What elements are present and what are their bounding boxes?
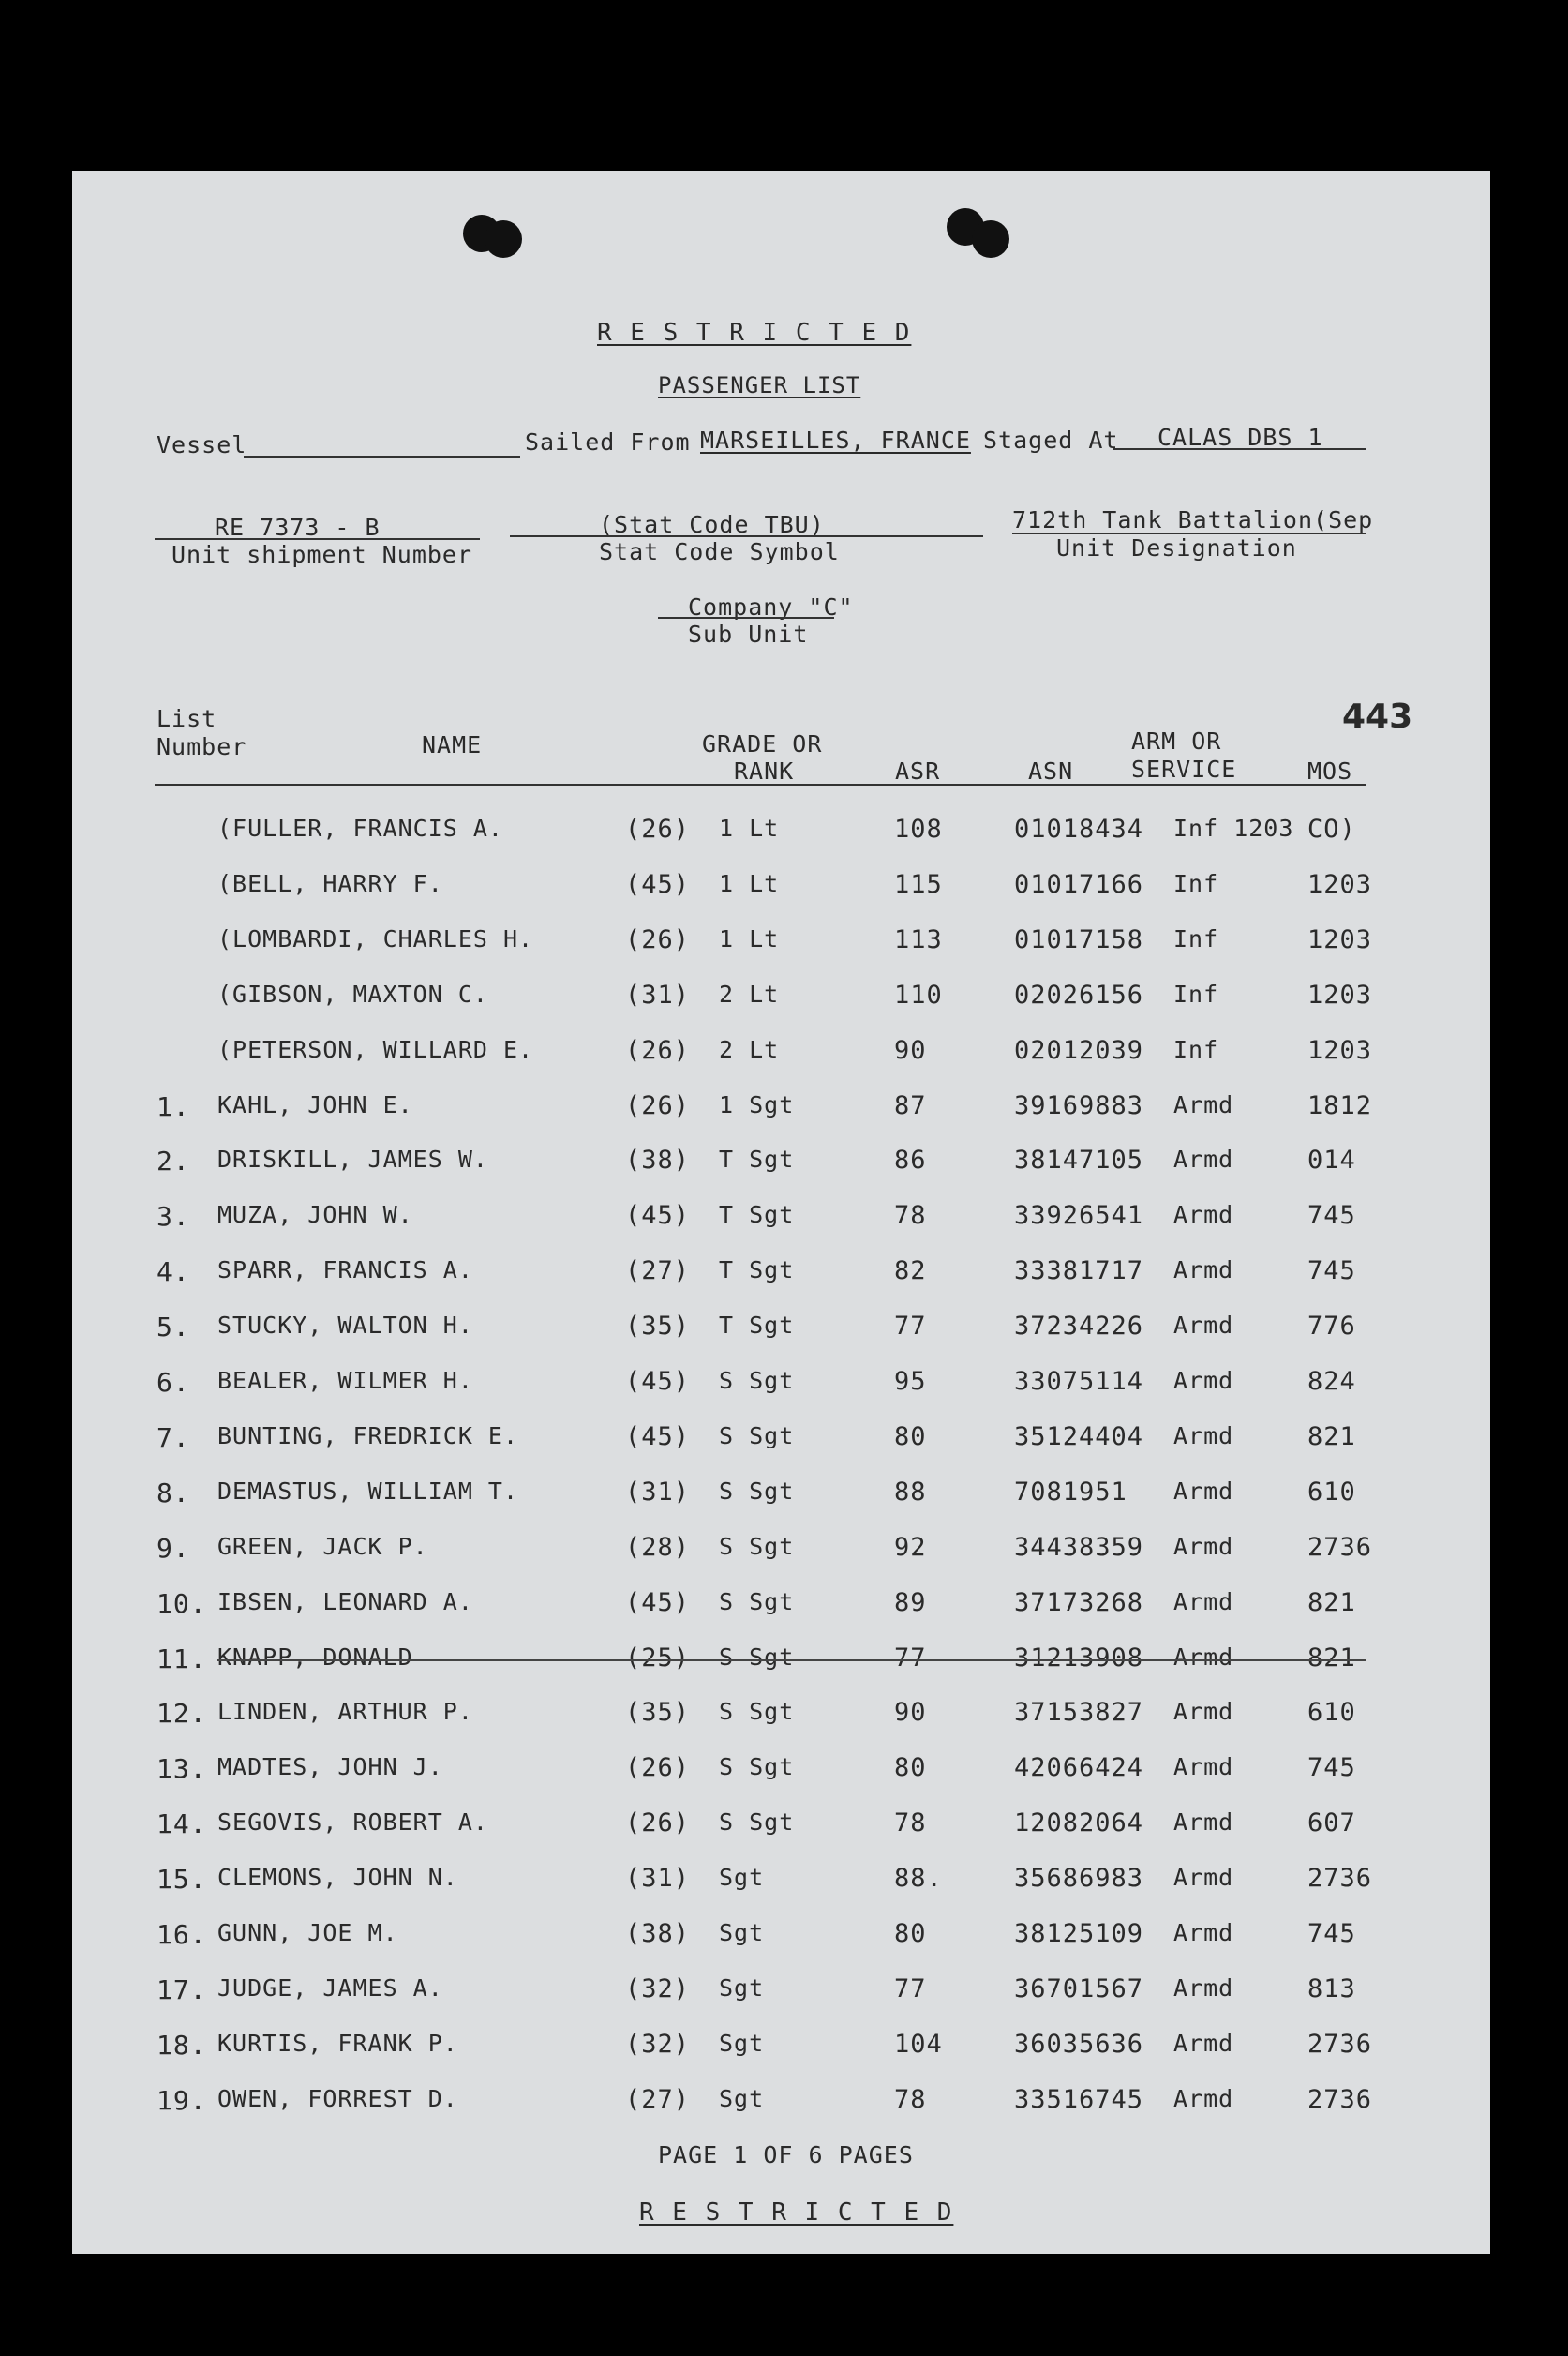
grade-rank: S Sgt [719, 1477, 795, 1505]
arm-service: Armd [1173, 1201, 1234, 1229]
age-code: (26) [625, 815, 691, 844]
grade-rank: 1 Lt [719, 924, 780, 953]
mos-code: 745 [1307, 1753, 1356, 1783]
table-row [72, 1478, 1490, 1524]
age-code: (31) [625, 1864, 691, 1894]
passenger-name: LINDEN, ARTHUR P. [217, 1698, 473, 1726]
asn-number: 36035636 [1014, 2029, 1144, 2059]
mos-code: 745 [1307, 1919, 1356, 1948]
punch-hole-right-b [972, 220, 1009, 258]
asn-number: 01017158 [1014, 924, 1144, 954]
grade-rank: T Sgt [719, 1201, 795, 1229]
passenger-name: KNAPP, DONALD [217, 1643, 413, 1671]
list-number: 1. [157, 1090, 190, 1122]
age-code: (38) [625, 1919, 691, 1948]
staged-at-value: CALAS DBS 1 [1157, 424, 1323, 451]
arm-service: Inf [1173, 869, 1219, 897]
age-code: (45) [625, 1587, 691, 1617]
age-code: (28) [625, 1532, 691, 1562]
asn-number: 7081951 [1014, 1477, 1127, 1507]
arm-service: Inf 1203 [1173, 815, 1294, 842]
document-page [72, 171, 1490, 2254]
passenger-name: STUCKY, WALTON H. [217, 1312, 473, 1340]
list-number: 9. [157, 1532, 190, 1564]
table-row [72, 2030, 1490, 2077]
asn-number: 34438359 [1014, 1532, 1144, 1562]
table-row [72, 1533, 1490, 1580]
vessel-line [244, 456, 520, 458]
mos-code: 821 [1307, 1421, 1356, 1451]
arm-service: Armd [1173, 1587, 1234, 1615]
age-code: (35) [625, 1698, 691, 1728]
punch-hole-left-b [485, 220, 522, 258]
asr-score: 89 [894, 1587, 927, 1617]
page-title: PASSENGER LIST [658, 372, 861, 398]
col-mos: MOS [1307, 758, 1353, 785]
passenger-name: GUNN, JOE M. [217, 1919, 398, 1946]
asn-number: 35686983 [1014, 1864, 1144, 1894]
age-code: (31) [625, 980, 691, 1010]
list-number: 6. [157, 1367, 190, 1398]
asr-score: 108 [894, 815, 943, 844]
grade-rank: S Sgt [719, 1421, 795, 1449]
arm-service: Armd [1173, 1864, 1234, 1892]
sub-unit-caption: Sub Unit [688, 621, 809, 648]
arm-service: Armd [1173, 1256, 1234, 1284]
passenger-name: KAHL, JOHN E. [217, 1090, 413, 1118]
grade-rank: S Sgt [719, 1808, 795, 1837]
mos-code: 813 [1307, 1973, 1356, 2003]
asr-score: 87 [894, 1090, 927, 1120]
age-code: (26) [625, 1808, 691, 1838]
list-number: 18. [157, 2029, 207, 2061]
page-mark-number: 443 [1342, 698, 1413, 736]
grade-rank: T Sgt [719, 1312, 795, 1340]
asr-score: 90 [894, 1698, 927, 1728]
arm-service: Inf [1173, 980, 1219, 1008]
grade-rank: T Sgt [719, 1146, 795, 1174]
passenger-name: GREEN, JACK P. [217, 1532, 428, 1560]
list-number: 14. [157, 1808, 207, 1840]
grade-rank: S Sgt [719, 1367, 795, 1394]
age-code: (31) [625, 1477, 691, 1507]
asn-number: 31213908 [1014, 1643, 1144, 1673]
list-number: 4. [157, 1256, 190, 1288]
passenger-name: (LOMBARDI, CHARLES H. [217, 924, 534, 953]
arm-service: Armd [1173, 1698, 1234, 1726]
arm-service: Inf [1173, 1035, 1219, 1063]
passenger-name: (GIBSON, MAXTON C. [217, 980, 488, 1008]
list-number: 3. [157, 1201, 190, 1233]
asr-score: 77 [894, 1643, 927, 1673]
mos-code: 2736 [1307, 2084, 1373, 2114]
mos-code: 610 [1307, 1477, 1356, 1507]
table-row [72, 1201, 1490, 1248]
stat-code-line [510, 535, 983, 537]
mos-code: 821 [1307, 1643, 1356, 1673]
asn-number: 02012039 [1014, 1035, 1144, 1065]
mos-code: 1203 [1307, 980, 1373, 1010]
passenger-name: (BELL, HARRY F. [217, 869, 443, 897]
list-number: 19. [157, 2084, 207, 2116]
page-info: PAGE 1 OF 6 PAGES [658, 2141, 914, 2168]
mos-code: 2736 [1307, 1864, 1373, 1894]
passenger-name: OWEN, FORREST D. [217, 2084, 458, 2112]
age-code: (45) [625, 1201, 691, 1231]
table-row [72, 2085, 1490, 2132]
table-row [72, 925, 1490, 972]
asr-score: 110 [894, 980, 943, 1010]
passenger-name: SEGOVIS, ROBERT A. [217, 1808, 488, 1837]
passenger-name: (FULLER, FRANCIS A. [217, 815, 503, 842]
asn-number: 38125109 [1014, 1919, 1144, 1948]
asn-number: 33381717 [1014, 1256, 1144, 1286]
strikethrough-line [217, 1659, 1366, 1661]
grade-rank: S Sgt [719, 1753, 795, 1781]
asn-number: 39169883 [1014, 1090, 1144, 1120]
age-code: (26) [625, 1753, 691, 1783]
age-code: (45) [625, 1421, 691, 1451]
table-row [72, 1864, 1490, 1911]
asr-score: 104 [894, 2029, 943, 2059]
grade-rank: Sgt [719, 1973, 765, 2002]
unit-designation-caption: Unit Designation [1056, 534, 1297, 562]
mos-code: 745 [1307, 1256, 1356, 1286]
age-code: (27) [625, 2084, 691, 2114]
table-row [72, 1588, 1490, 1635]
asr-score: 82 [894, 1256, 927, 1286]
list-number: 17. [157, 1973, 207, 2005]
asr-score: 88. [894, 1864, 943, 1894]
grade-rank: S Sgt [719, 1587, 795, 1615]
table-row [72, 1091, 1490, 1138]
asr-score: 115 [894, 869, 943, 899]
mos-code: 776 [1307, 1312, 1356, 1342]
col-asr: ASR [895, 758, 941, 785]
mos-code: 2736 [1307, 1532, 1373, 1562]
passenger-name: DRISKILL, JAMES W. [217, 1146, 488, 1174]
sub-unit-value: Company "C" [688, 593, 854, 621]
asr-score: 78 [894, 1201, 927, 1231]
passenger-name: IBSEN, LEONARD A. [217, 1587, 473, 1615]
asn-number: 36701567 [1014, 1973, 1144, 2003]
grade-rank: S Sgt [719, 1698, 795, 1726]
arm-service: Armd [1173, 1146, 1234, 1174]
age-code: (32) [625, 1973, 691, 2003]
shipment-number-caption: Unit shipment Number [172, 541, 473, 568]
col-grade-line1: GRADE OR [702, 730, 823, 758]
arm-service: Armd [1173, 1808, 1234, 1837]
grade-rank: Sgt [719, 1864, 765, 1892]
arm-service: Armd [1173, 1643, 1234, 1671]
mos-code: 821 [1307, 1587, 1356, 1617]
arm-service: Armd [1173, 1532, 1234, 1560]
passenger-name: MUZA, JOHN W. [217, 1201, 413, 1229]
asn-number: 33516745 [1014, 2084, 1144, 2114]
list-number: 10. [157, 1587, 207, 1619]
arm-service: Armd [1173, 1090, 1234, 1118]
stat-code-caption: Stat Code Symbol [599, 538, 840, 565]
staged-at-label: Staged At [983, 427, 1119, 454]
passenger-name: MADTES, JOHN J. [217, 1753, 443, 1781]
col-name: NAME [422, 731, 483, 758]
passenger-name: JUDGE, JAMES A. [217, 1973, 443, 2002]
list-number: 15. [157, 1864, 207, 1896]
mos-code: 1203 [1307, 1035, 1373, 1065]
mos-code: 745 [1307, 1201, 1356, 1231]
sub-unit-line [658, 617, 834, 619]
grade-rank: Sgt [719, 1919, 765, 1946]
grade-rank: T Sgt [719, 1256, 795, 1284]
asn-number: 35124404 [1014, 1421, 1144, 1451]
asr-score: 95 [894, 1367, 927, 1396]
asn-number: 33926541 [1014, 1201, 1144, 1231]
arm-service: Armd [1173, 1421, 1234, 1449]
age-code: (45) [625, 1367, 691, 1396]
table-row [72, 870, 1490, 917]
list-number: 11. [157, 1643, 207, 1674]
asn-number: 37153827 [1014, 1698, 1144, 1728]
mos-code: 607 [1307, 1808, 1356, 1838]
age-code: (32) [625, 2029, 691, 2059]
passenger-name: DEMASTUS, WILLIAM T. [217, 1477, 519, 1505]
asr-score: 113 [894, 924, 943, 954]
shipment-number-line [155, 538, 480, 540]
table-row [72, 1146, 1490, 1193]
table-row [72, 815, 1490, 862]
grade-rank: Sgt [719, 2084, 765, 2112]
col-list-number-line2: Number [157, 733, 247, 760]
age-code: (38) [625, 1146, 691, 1176]
arm-service: Armd [1173, 1753, 1234, 1781]
table-row [72, 1036, 1490, 1083]
arm-service: Armd [1173, 1973, 1234, 2002]
asn-number: 38147105 [1014, 1146, 1144, 1176]
table-row [72, 1919, 1490, 1966]
table-row [72, 1808, 1490, 1855]
mos-code: 1812 [1307, 1090, 1373, 1120]
list-number: 8. [157, 1477, 190, 1508]
asn-number: 33075114 [1014, 1367, 1144, 1396]
grade-rank: 1 Lt [719, 815, 780, 842]
asr-score: 80 [894, 1919, 927, 1948]
mos-code: CO) [1307, 815, 1356, 844]
grade-rank: 1 Lt [719, 869, 780, 897]
asn-number: 37234226 [1014, 1312, 1144, 1342]
mos-code: 1203 [1307, 924, 1373, 954]
list-number: 2. [157, 1146, 190, 1178]
arm-service: Armd [1173, 2029, 1234, 2057]
arm-service: Inf [1173, 924, 1219, 953]
mos-code: 1203 [1307, 869, 1373, 899]
age-code: (25) [625, 1643, 691, 1673]
age-code: (26) [625, 1035, 691, 1065]
col-arm-line2: SERVICE [1131, 756, 1237, 783]
stat-code-value: (Stat Code TBU) [599, 511, 825, 538]
table-row [72, 1974, 1490, 2021]
arm-service: Armd [1173, 1477, 1234, 1505]
sailed-from-label: Sailed From [525, 428, 691, 456]
grade-rank: S Sgt [719, 1532, 795, 1560]
asn-number: 01018434 [1014, 815, 1144, 844]
asn-number: 42066424 [1014, 1753, 1144, 1783]
age-code: (35) [625, 1312, 691, 1342]
asr-score: 77 [894, 1312, 927, 1342]
table-row [72, 1256, 1490, 1303]
table-row [72, 1753, 1490, 1800]
list-number: 16. [157, 1919, 207, 1950]
grade-rank: Sgt [719, 2029, 765, 2057]
age-code: (26) [625, 1090, 691, 1120]
arm-service: Armd [1173, 1919, 1234, 1946]
asr-score: 88 [894, 1477, 927, 1507]
passenger-name: SPARR, FRANCIS A. [217, 1256, 473, 1284]
col-list-number-line1: List [157, 705, 217, 732]
passenger-name: BEALER, WILMER H. [217, 1367, 473, 1394]
passenger-name: BUNTING, FREDRICK E. [217, 1421, 519, 1449]
col-arm-line1: ARM OR [1131, 728, 1222, 755]
passenger-name: (PETERSON, WILLARD E. [217, 1035, 534, 1063]
age-code: (27) [625, 1256, 691, 1286]
passenger-name: KURTIS, FRANK P. [217, 2029, 458, 2057]
list-number: 13. [157, 1753, 207, 1785]
table-row [72, 1698, 1490, 1745]
asr-score: 92 [894, 1532, 927, 1562]
grade-rank: S Sgt [719, 1643, 795, 1671]
asr-score: 86 [894, 1146, 927, 1176]
passenger-name: CLEMONS, JOHN N. [217, 1864, 458, 1892]
table-row [72, 1312, 1490, 1358]
asn-number: 01017166 [1014, 869, 1144, 899]
unit-designation-value: 712th Tank Battalion(Sep [1012, 506, 1374, 533]
asr-score: 78 [894, 2084, 927, 2114]
arm-service: Armd [1173, 2084, 1234, 2112]
mos-code: 610 [1307, 1698, 1356, 1728]
mos-code: 014 [1307, 1146, 1356, 1176]
arm-service: Armd [1173, 1312, 1234, 1340]
table-row [72, 1643, 1490, 1690]
shipment-number-value: RE 7373 - B [215, 514, 381, 541]
grade-rank: 1 Sgt [719, 1090, 795, 1118]
asn-number: 37173268 [1014, 1587, 1144, 1617]
table-row [72, 1422, 1490, 1469]
table-row [72, 981, 1490, 1028]
list-number: 5. [157, 1312, 190, 1343]
vessel-label: Vessel [157, 431, 247, 458]
asr-score: 80 [894, 1753, 927, 1783]
grade-rank: 2 Lt [719, 1035, 780, 1063]
col-asn: ASN [1028, 758, 1074, 785]
asn-number: 12082064 [1014, 1808, 1144, 1838]
age-code: (26) [625, 924, 691, 954]
mos-code: 824 [1307, 1367, 1356, 1396]
age-code: (45) [625, 869, 691, 899]
asr-score: 77 [894, 1973, 927, 2003]
grade-rank: 2 Lt [719, 980, 780, 1008]
asr-score: 90 [894, 1035, 927, 1065]
asn-number: 02026156 [1014, 980, 1144, 1010]
header-rule [155, 784, 1366, 786]
list-number: 7. [157, 1421, 190, 1453]
restricted-footer: R E S T R I C T E D [639, 2198, 954, 2227]
col-grade-line2: RANK [734, 758, 795, 785]
restricted-header: R E S T R I C T E D [597, 319, 912, 347]
arm-service: Armd [1173, 1367, 1234, 1394]
mos-code: 2736 [1307, 2029, 1373, 2059]
sailed-from-value: MARSEILLES, FRANCE [700, 427, 971, 454]
asr-score: 78 [894, 1808, 927, 1838]
list-number: 12. [157, 1698, 207, 1730]
table-row [72, 1367, 1490, 1414]
asr-score: 80 [894, 1421, 927, 1451]
